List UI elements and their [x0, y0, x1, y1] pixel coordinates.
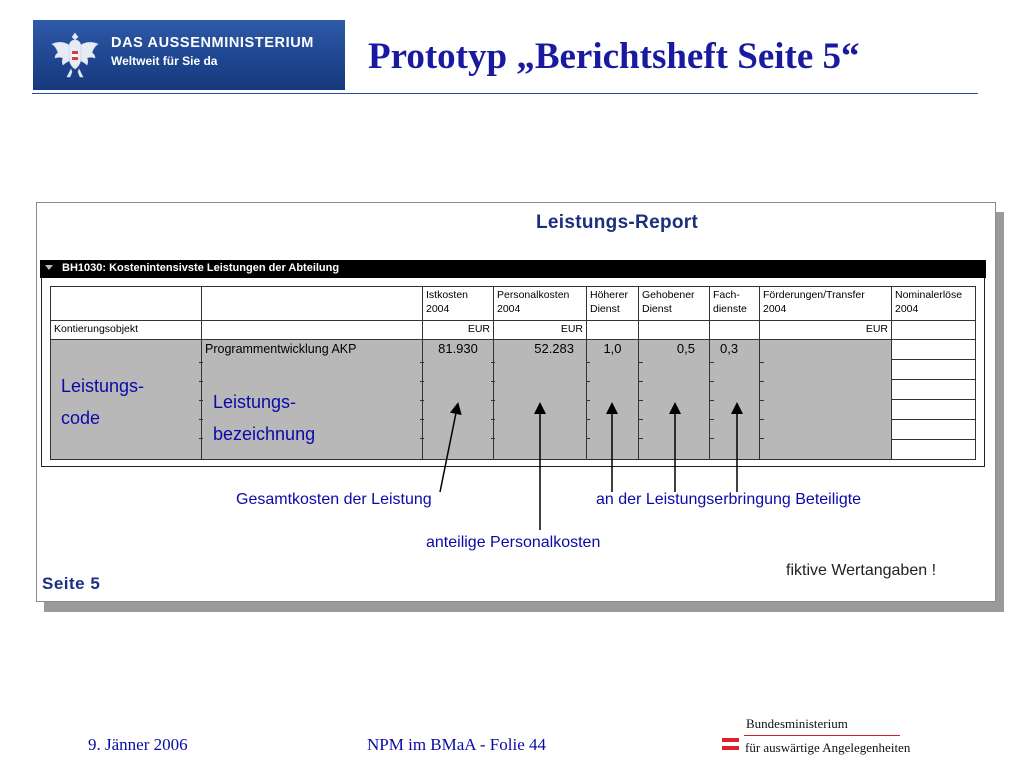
- slide-title: Prototyp „Berichtsheft Seite 5“: [368, 36, 860, 77]
- header-cell-foerderungen: Förderungen/Transfer 2004: [760, 287, 892, 321]
- header-cell-istkosten: Istkosten 2004: [423, 287, 494, 321]
- gehobener-dienst-cell: 0,5: [639, 340, 710, 460]
- flag-icon: [722, 738, 739, 742]
- report-title: Leistungs-Report: [536, 212, 699, 233]
- row-name-cell: Programmentwicklung AKP: [202, 340, 423, 460]
- header-cell-nominalerloese: Nominalerlöse 2004: [892, 287, 976, 321]
- leistungsbezeichnung-label-1: Leistungs-: [213, 392, 297, 412]
- footer-date: 9. Jänner 2006: [88, 735, 188, 754]
- flag-icon: [722, 746, 739, 750]
- header-cell-personalkosten: Personalkosten 2004: [494, 287, 587, 321]
- kontierungsobjekt-label: Kontierungsobjekt: [51, 321, 202, 340]
- istkosten-cell: 81.930: [423, 340, 494, 460]
- ministry-line-2: für auswärtige Angelegenheiten: [745, 740, 911, 755]
- fiktiv-note: fiktive Wertangaben !: [786, 562, 937, 579]
- istkosten-unit: EUR: [423, 321, 494, 340]
- section-title: BH1030: Kostenintensivste Leistungen der Abteilung: [62, 262, 340, 274]
- personalkosten-cell: 52.283: [494, 340, 587, 460]
- beteiligte-label: an der Leistungserbringung Beteiligte: [596, 491, 862, 508]
- page-label: Seite 5: [42, 574, 101, 593]
- personalkosten-unit: EUR: [494, 321, 587, 340]
- ministry-divider: [744, 735, 900, 736]
- leistungscode-label-2: code: [61, 408, 101, 428]
- foerderungen-unit: EUR: [760, 321, 892, 340]
- logo-title: DAS AUSSENMINISTERIUM: [111, 35, 314, 51]
- gesamtkosten-label: Gesamtkosten der Leistung: [236, 491, 432, 508]
- logo-subtitle: Weltweit für Sie da: [111, 54, 218, 68]
- ministry-line-1: Bundesministerium: [746, 716, 848, 731]
- header-cell-gehobener-dienst: Gehobener Dienst: [639, 287, 710, 321]
- leistungsbezeichnung-label-2: bezeichnung: [213, 424, 316, 444]
- fachdienste-cell: 0,3: [710, 340, 760, 460]
- hoeherer-dienst-cell: 1,0: [587, 340, 639, 460]
- leistungscode-label-1: Leistungs-: [61, 376, 145, 396]
- personalkosten-label: anteilige Personalkosten: [426, 534, 601, 551]
- header-cell-fachdienste: Fach-dienste: [710, 287, 760, 321]
- header-cell-hoeherer-dienst: Höherer Dienst: [587, 287, 639, 321]
- arrow-istkosten: [440, 408, 457, 492]
- footer-slide-number: NPM im BMaA - Folie 44: [367, 735, 546, 754]
